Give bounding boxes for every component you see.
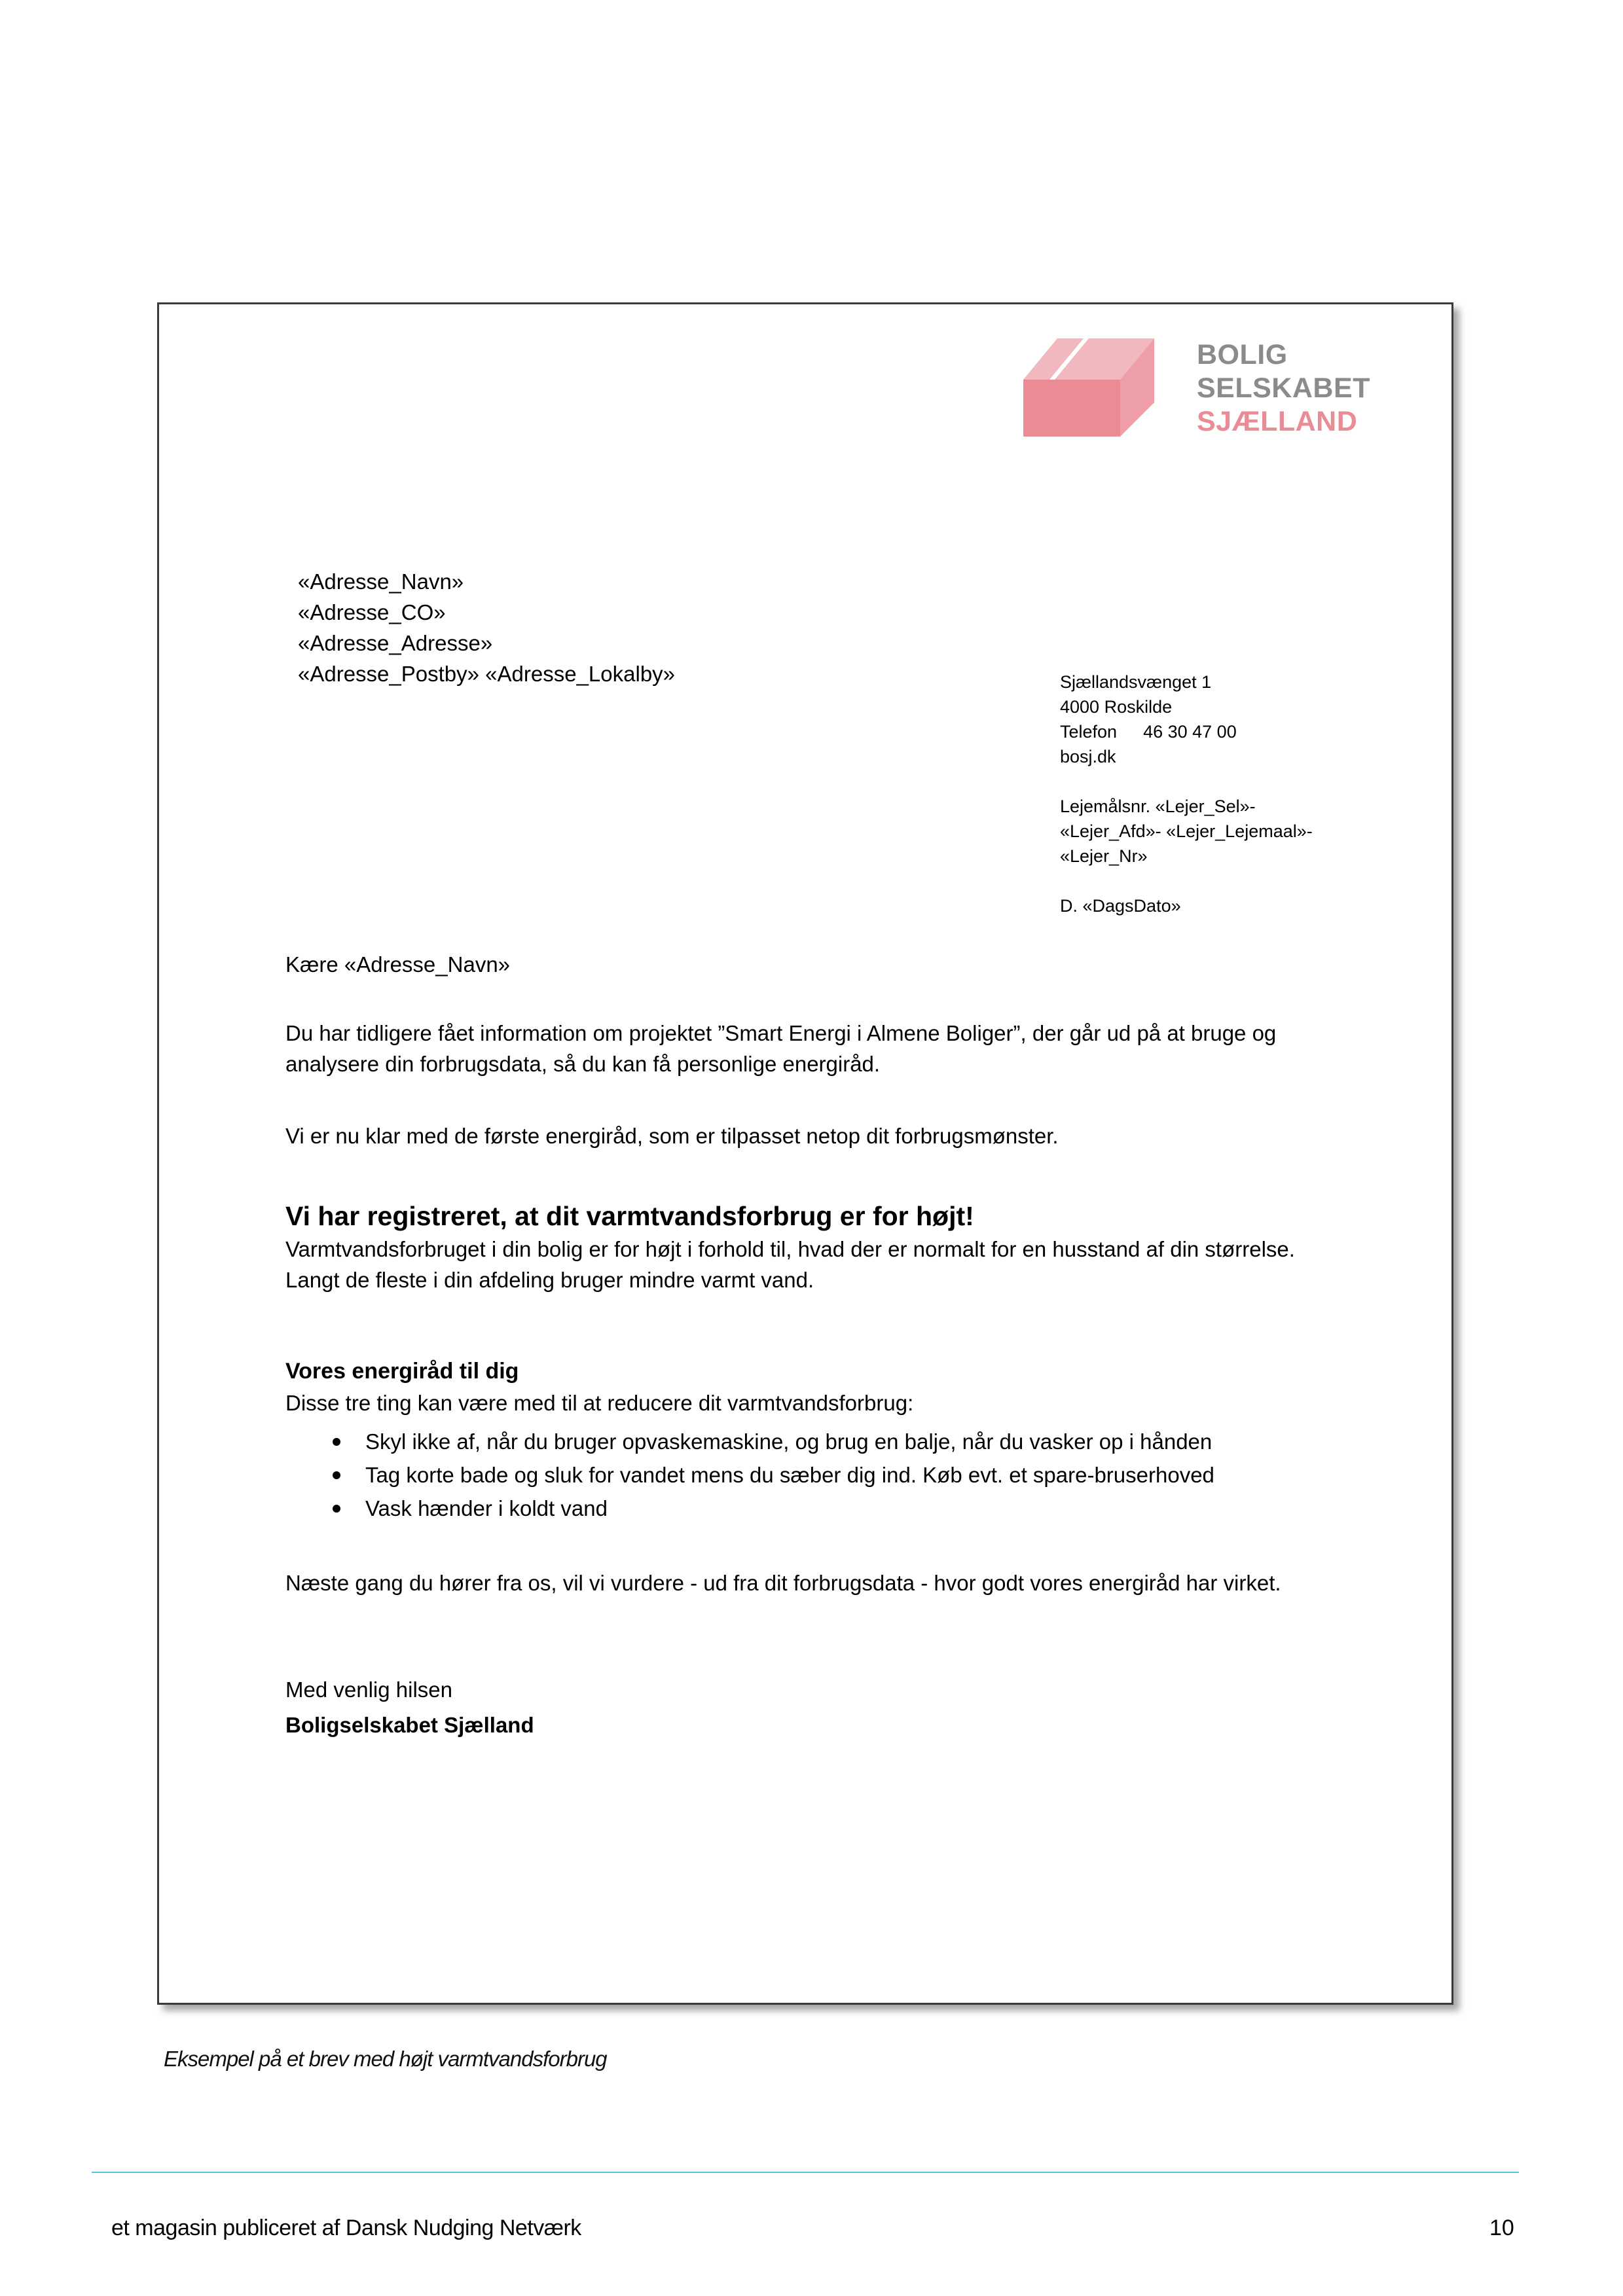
list-item <box>285 1425 1214 1458</box>
sender-city: 4000 Roskilde <box>1060 697 1173 717</box>
bullet-icon <box>333 1471 340 1479</box>
logo-line-sjaelland: SJÆLLAND <box>1197 406 1358 437</box>
sender-phone-number: 46 30 47 00 <box>1143 722 1237 742</box>
signature: Boligselskabet Sjælland <box>285 1713 534 1737</box>
logo-wordmark <box>1197 338 1370 439</box>
sender-phone <box>1060 719 1313 744</box>
next-time-paragraph: Næste gang du hører fra os, vil vi vurdere - ud fra dit forbrugsdata - hvor godt vores energiråd har virket. <box>285 1571 1281 1595</box>
lease-number-line1: Lejemålsnr. «Lejer_Sel»- <box>1060 797 1256 816</box>
advice-heading: Vores energiråd til dig <box>285 1359 519 1384</box>
sender-street: Sjællandsvænget 1 <box>1060 672 1212 692</box>
recipient-address <box>298 566 675 689</box>
advice-intro: Disse tre ting kan være med til at reducere dit varmtvandsforbrug: <box>285 1391 914 1415</box>
tips-list <box>285 1425 1214 1525</box>
lease-number-line2: «Lejer_Afd»- «Lejer_Lejemaal»- <box>1060 821 1313 841</box>
sender-phone-label: Telefon <box>1060 722 1118 742</box>
letter-image <box>157 302 1453 2005</box>
ready-paragraph: Vi er nu klar med de første energiråd, som er tilpasset netop dit forbrugsmønster. <box>285 1124 1059 1148</box>
recipient-co: «Adresse_CO» <box>298 600 446 624</box>
bullet-icon <box>333 1505 340 1513</box>
footer-divider <box>92 2172 1519 2173</box>
sender-info <box>1060 670 1313 918</box>
tip-text: Skyl ikke af, når du bruger opvaskemaskine, og brug en balje, når du vasker op i hånden <box>365 1429 1213 1454</box>
intro-paragraph <box>285 1018 1359 1079</box>
recipient-name: «Adresse_Navn» <box>298 569 464 594</box>
usage-line-1: Varmtvandsforbruget i din bolig er for højt i forhold til, hvad der er normalt for en husstand af din størrelse. <box>285 1237 1295 1261</box>
logo-line-bolig: BOLIG <box>1197 339 1288 370</box>
closing: Med venlig hilsen <box>285 1677 452 1702</box>
logo-line-selskabet: SELSKABET <box>1197 372 1370 404</box>
lease-number-line3: «Lejer_Nr» <box>1060 846 1148 866</box>
list-item <box>285 1492 1214 1525</box>
intro-line-1: Du har tidligere fået information om projektet ”Smart Energi i Almene Boliger”, der går ud på at bruge og <box>285 1021 1277 1045</box>
recipient-city: «Adresse_Postby» «Adresse_Lokalby» <box>298 662 676 686</box>
page-number: 10 <box>1489 2215 1514 2240</box>
footer-publisher: et magasin publiceret af Dansk Nudging Netværk <box>111 2215 581 2240</box>
bullet-icon <box>333 1438 340 1446</box>
list-item <box>285 1458 1214 1492</box>
tip-text: Tag korte bade og sluk for vandet mens du sæber dig ind. Køb evt. et spare-bruserhoved <box>365 1463 1214 1487</box>
letter-headline: Vi har registreret, at dit varmtvandsforbrug er for højt! <box>285 1201 974 1231</box>
sender-web: bosj.dk <box>1060 747 1116 766</box>
usage-line-2: Langt de fleste i din afdeling bruger mindre varmt vand. <box>285 1268 814 1292</box>
recipient-street: «Adresse_Adresse» <box>298 631 493 655</box>
figure-caption: Eksempel på et brev med højt varmtvandsforbrug <box>164 2047 607 2071</box>
usage-paragraph <box>285 1234 1359 1295</box>
salutation: Kære «Adresse_Navn» <box>285 952 511 977</box>
tip-text: Vask hænder i koldt vand <box>365 1496 608 1520</box>
intro-line-2: analysere din forbrugsdata, så du kan få personlige energiråd. <box>285 1052 881 1076</box>
letter-date: D. «DagsDato» <box>1060 896 1181 916</box>
